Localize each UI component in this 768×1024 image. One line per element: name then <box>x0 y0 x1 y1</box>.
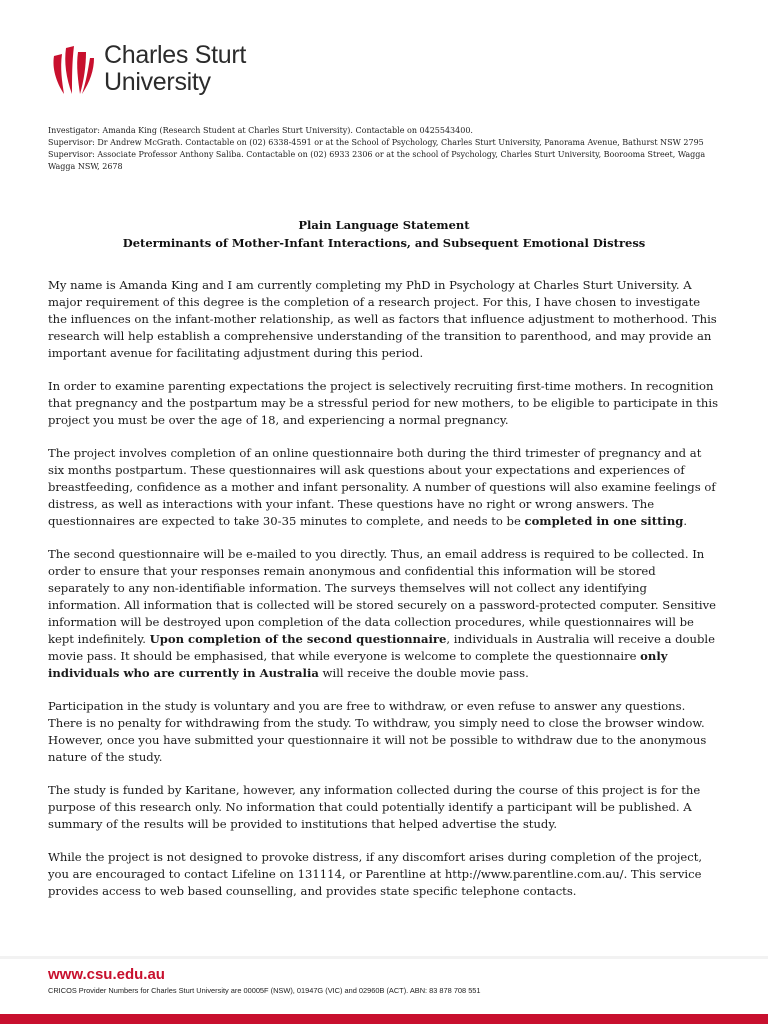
investigator-contact: Investigator: Amanda King (Research Student at Charles Sturt University). Contactable on 0425543400. <box>48 126 473 135</box>
logo-line-2: University <box>104 68 211 96</box>
privacy-text-b: , individuals in Australia will receive a double movie pass. It should be emphasised, that while everyone is welcome to complete the questionnaire <box>48 631 715 663</box>
privacy-text-c: will receive the double movie pass. <box>318 665 529 680</box>
university-logo <box>48 42 268 98</box>
footer-website-link[interactable]: www.csu.edu.au <box>48 966 165 983</box>
footer-cricos-text: CRICOS Provider Numbers for Charles Sturt University are 00005F (NSW), 01947G (VIC) and 02960B (ACT). ABN: 83 878 708 551 <box>48 986 481 995</box>
procedure-emphasis: completed in one sitting <box>524 513 684 528</box>
supervisor-contact-1: Supervisor: Dr Andrew McGrath. Contactable on (02) 6338-4591 or at the School of Psychology, Charles Sturt University, Panorama Avenue, Bathurst NSW 2795 <box>48 138 704 147</box>
privacy-emphasis-2: only individuals who are currently in Australia <box>48 648 668 680</box>
footer-divider <box>0 956 768 959</box>
document-heading <box>48 216 720 252</box>
paragraph-eligibility: In order to examine parenting expectations the project is selectively recruiting first-time mothers. In recognition that pregnancy and the postpartum may be a stressful period for new mothers, to be eligible to participate in this project you must be over the age of 18, and experiencing a normal pregnancy. <box>48 379 719 427</box>
statement-body <box>48 277 720 917</box>
university-name <box>104 42 246 96</box>
privacy-text-a: The second questionnaire will be e-mailed to you directly. Thus, an email address is required to be collected. In order to ensure that your responses remain anonymous and confidential this information will be stored separately to any non-identifiable information. The surveys themselves will not collect any identifying information. All information that is collected will be stored securely on a password-protected computer. Sensitive information will be destroyed upon completion of the data collection procedures, while questionnaires will be kept indefinitely. <box>48 547 717 646</box>
logo-line-1: Charles Sturt <box>104 41 246 69</box>
footer-accent-bar <box>0 1014 768 1024</box>
paragraph-support: While the project is not designed to provoke distress, if any discomfort arises during completion of the project, you are encouraged to contact Lifeline on 131114, or Parentline at http://www.parentline.com.au/. This service provides access to web based counselling, and provides state specific telephone contacts. <box>48 850 703 899</box>
procedure-end: . <box>683 513 688 528</box>
paragraph-participation: Participation in the study is voluntary and you are free to withdraw, or even refuse to answer any questions. There is no penalty for withdrawing from the study. To withdraw, you simply need to close the browser window. However, once you have submitted your questionnaire it will not be possible to withdraw due to the anonymous nature of the study. <box>48 699 707 764</box>
paragraph-funding: The study is funded by Karitane, however, any information collected during the course of this project is for the purpose of this research only. No information that could potentially identify a participant will be published. A summary of the results will be provided to institutions that helped advertise the study. <box>48 783 701 831</box>
privacy-emphasis-1: Upon completion of the second questionnaire <box>149 631 447 646</box>
supervisor-contact-2: Supervisor: Associate Professor Anthony Saliba. Contactable on (02) 6933 2306 or at the school of Psychology, Charles Sturt University, Boorooma Street, Wagga Wagga NSW, 2678 <box>48 150 706 171</box>
paragraph-procedure <box>48 445 720 530</box>
document-title: Plain Language Statement <box>298 218 470 232</box>
paragraph-introduction: My name is Amanda King and I am currently completing my PhD in Psychology at Charles Sturt University. A major requirement of this degree is the completion of a research project. For this, I have chosen to investigate the influences on the infant-mother relationship, as well as factors that influence adjustment to motherhood. This research will help establish a comprehensive understanding of the transition to parenthood, and may provide an important avenue for facilitating adjustment during this period. <box>48 278 717 360</box>
paragraph-privacy <box>48 546 720 681</box>
document-subtitle: Determinants of Mother-Infant Interactions, and Subsequent Emotional Distress <box>122 236 646 250</box>
procedure-text: The project involves completion of an online questionnaire both during the third trimester of pregnancy and at six months postpartum. These questionnaires will ask questions about your expectations and experiences of breastfeeding, confidence as a mother and infant personality. A number of questions will also examine feelings of distress, as well as interactions with your infant. These questions have no right or wrong answers. The questionnaires are expected to take 30-35 minutes to complete, and needs to be <box>48 446 716 528</box>
flame-icon <box>48 42 98 98</box>
contact-details <box>48 125 718 173</box>
